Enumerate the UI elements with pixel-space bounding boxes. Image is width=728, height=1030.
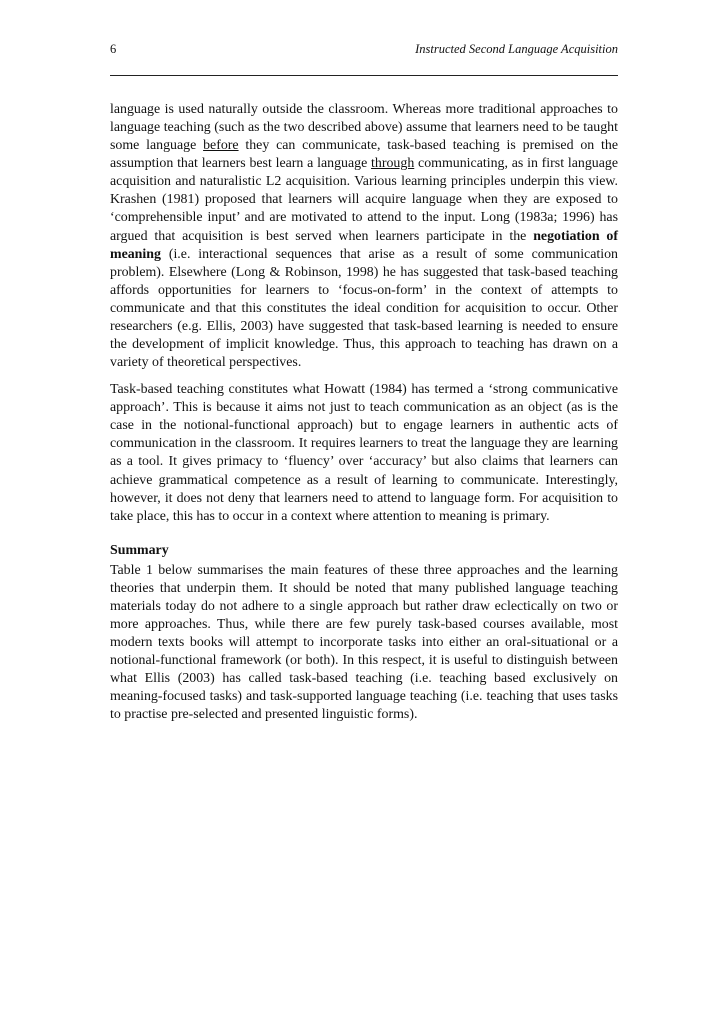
paragraph-1-text-c: communicating, as in first language acquisition and naturalistic L2 acquisition. Various learning principles underpin this view. Krashen (1981) proposed that learners will acquire language when they are exposed to ‘comprehensible input’ and are motivated to attend to the input. Long (1983a; 1996) has argued that acquisition is best served when learners participate in the bbox=[110, 156, 618, 244]
running-title: Instructed Second Language Acquisition bbox=[415, 42, 618, 56]
paragraph-3: Table 1 below summarises the main features of these three approaches and the learning theories that underpin them. It should be noted that many published language teaching materials today do not adhere to a single approach but rather draw eclectically on two or more approaches. Thus, while there are few purely task-based courses available, most modern texts books will attempt to incorporate tasks into either an oral-situational or a notional-functional framework (or both). In this respect, it is useful to distinguish between what Ellis (2003) has called task-based teaching (i.e. teaching based exclusively on meaning-focused tasks) and task-supported language teaching (i.e. teaching that uses tasks to practise pre-selected and presented linguistic forms). bbox=[110, 562, 618, 723]
paragraph-1-text-b: they can communicate, task-based teaching is premised on the assumption that learners best learn a language bbox=[110, 138, 619, 172]
paragraph-1-text-d: (i.e. interactional sequences that arise as a result of some communication problem). Elsewhere (Long & Robinson, 1998) he has suggested that task-based teaching affords opportunities for learners to ‘focus-on-form’ in the context of attempts to communicate and that this constitutes the ideal condition for acquisition to occur. Other researchers (e.g. Ellis, 2003) have suggested that task-based learning is needed to ensure the development of implicit knowledge. Thus, this approach to teaching has drawn on a variety of theoretical perspectives. bbox=[110, 246, 618, 371]
body-text bbox=[110, 101, 618, 734]
header-rule bbox=[110, 75, 618, 76]
underlined-word-through: through bbox=[371, 156, 415, 172]
paragraph-1 bbox=[110, 101, 618, 372]
underlined-word-before: before bbox=[203, 138, 239, 154]
bold-term-negotiation-of-meaning: negotiation of meaning bbox=[110, 228, 618, 262]
section-heading-summary: Summary bbox=[110, 542, 169, 558]
paragraph-1-text-a: language is used naturally outside the classroom. Whereas more traditional approaches to language teaching (such as the two described above) assume that learners need to be taught some language bbox=[110, 102, 618, 154]
paragraph-2: Task-based teaching constitutes what Howatt (1984) has termed a ‘strong communicative approach’. This is because it aims not just to teach communication as an object (as is the case in the notional-functional approach) but to engage learners in authentic acts of communication in the classroom. It requires learners to treat the language they are learning as a tool. It gives primacy to ‘fluency’ over ‘accuracy’ but also claims that learners can achieve grammatical competence as a result of learning to communicate. Interestingly, however, it does not deny that learners need to attend to language form. For acquisition to take place, this has to occur in a context where attention to meaning is primary. bbox=[110, 382, 618, 524]
page-number: 6 bbox=[110, 42, 117, 56]
